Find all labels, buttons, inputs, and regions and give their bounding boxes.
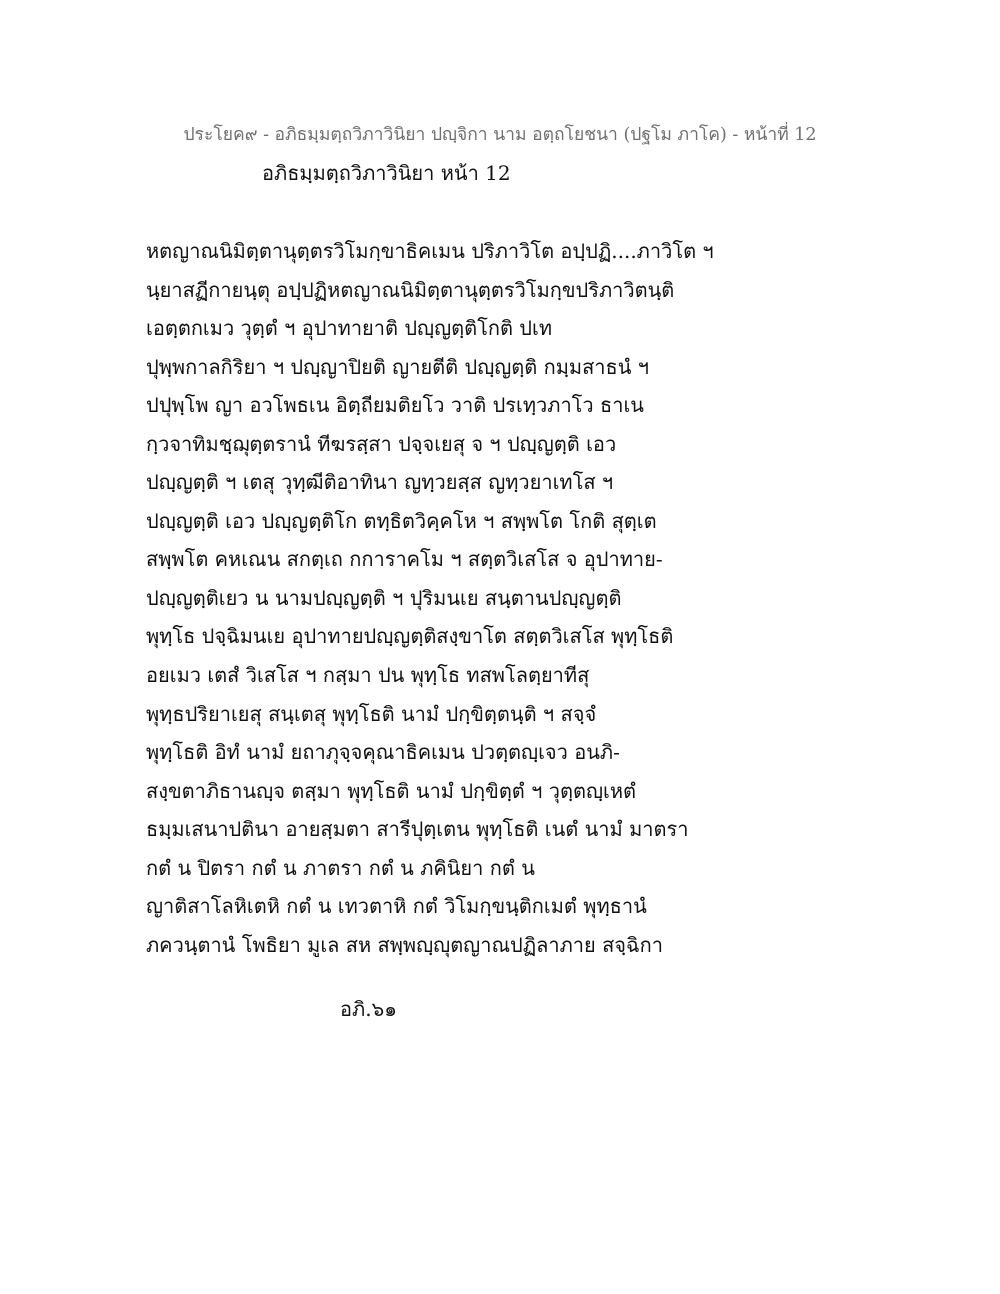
body-line: อยเมว เตสํ วิเสโส ฯ กสฺมา ปน พุทฺโธ ทสพโลตฺยาทีสุ — [146, 663, 590, 688]
body-line: ปปุพฺโพ ญา อวโพธเน อิตฺถียมติยโว วาติ ปรเทฺวภาโว ธาเน — [146, 393, 644, 418]
body-line: ธมฺมเสนาปตินา อายสฺมตา สารีปุตฺเตน พุทฺโธติ เนตํ นามํ มาตรา — [146, 817, 689, 842]
body-line: กตํ น ปิตรา กตํ น ภาตรา กตํ น ภคินิยา กตํ น — [146, 855, 535, 880]
running-header — [0, 120, 1000, 148]
body-line: ปุพฺพกาลกิริยา ฯ ปญฺญาปิยติ ญายตีติ ปญฺญตฺติ กมฺมสาธนํ ฯ — [146, 354, 649, 379]
body-line: ปญฺญตฺติเยว น นามปญฺญตฺติ ฯ ปุริมนเย สนฺตานปญฺญตฺติ — [146, 585, 622, 610]
body-line: หตญาณนิมิตฺตานุตฺตรวิโมกฺขาธิคเมน ปริภาวิโต อปฺปฏิ....ภาวิโต ฯ — [146, 239, 714, 263]
body-line: สงฺขตาภิธานญฺจ ตสฺมา พุทฺโธติ นามํ ปกฺขิตฺตํ ฯ วุตฺตญฺเหตํ — [146, 778, 636, 803]
body-line: ปญฺญตฺติ เอว ปญฺญตฺติโก ตทฺธิตวิคฺคโห ฯ สพฺพโต โกติ สุตฺเต — [146, 508, 657, 533]
body-line: สพฺพโต คหเณน สกตฺเถ กการาคโม ฯ สตฺตวิเสโส จ อุปาทาย- — [146, 547, 663, 572]
body-line: พุทฺโธติ อิทํ นามํ ยถาภุจฺจคุณาธิคเมน ปวตฺตญฺเจว อนภิ- — [146, 740, 620, 765]
body-line: กฺวจาทิมชฺฌุตฺตรานํ ทีฆรสฺสา ปจฺจเยสุ จ ฯ ปญฺญตฺติ เอว — [146, 431, 617, 456]
page-subtitle: อภิธมฺมตฺถวิภาวินิยา หน้า 12 — [262, 161, 511, 185]
body-line: ปญฺญตฺติ ฯ เตสุ วุทฺฒีติอาทินา ญทฺวยสฺส ญทฺวยาเทโส ฯ — [146, 470, 614, 495]
footer-reference: อภิ.๖๑ — [340, 997, 397, 1021]
body-line: ญาติสาโลหิเตหิ กตํ น เทวตาหิ กตํ วิโมกฺขนฺติกเมตํ พุทฺธานํ — [146, 894, 647, 919]
body-line: เอตฺตกเมว วุตฺตํ ฯ อุปาทายาติ ปญฺญตฺติโกติ ปเท — [146, 316, 553, 341]
running-header-text: ประโยค๙ - อภิธมฺมตฺถวิภาวินิยา ปญฺจิกา นาม อตฺถโยชนา (ปฐโม ภาโค) - หน้าที่ 12 — [183, 125, 817, 145]
body-text — [146, 232, 714, 964]
body-line: พุทฺธปริยาเยสุ สนฺเตสุ พุทฺโธติ นามํ ปกฺขิตฺตนฺติ ฯ สจฺจํ — [146, 701, 597, 726]
body-line: ภควนฺตานํ โพธิยา มูเล สห สพฺพญฺญุตญาณปฏิลาภาย สจฺฉิกา — [146, 932, 663, 957]
body-line: พุทฺโธ ปจฺฉิมนเย อุปาทายปญฺญตฺติสงฺขาโต สตฺตวิเสโส พุทฺโธติ — [146, 624, 674, 649]
body-line: นฺยาสฏีกายนฺตุ อปฺปฏิหตญาณนิมิตฺตานุตฺตรวิโมกฺขปริภาวิตนฺติ — [146, 277, 675, 302]
